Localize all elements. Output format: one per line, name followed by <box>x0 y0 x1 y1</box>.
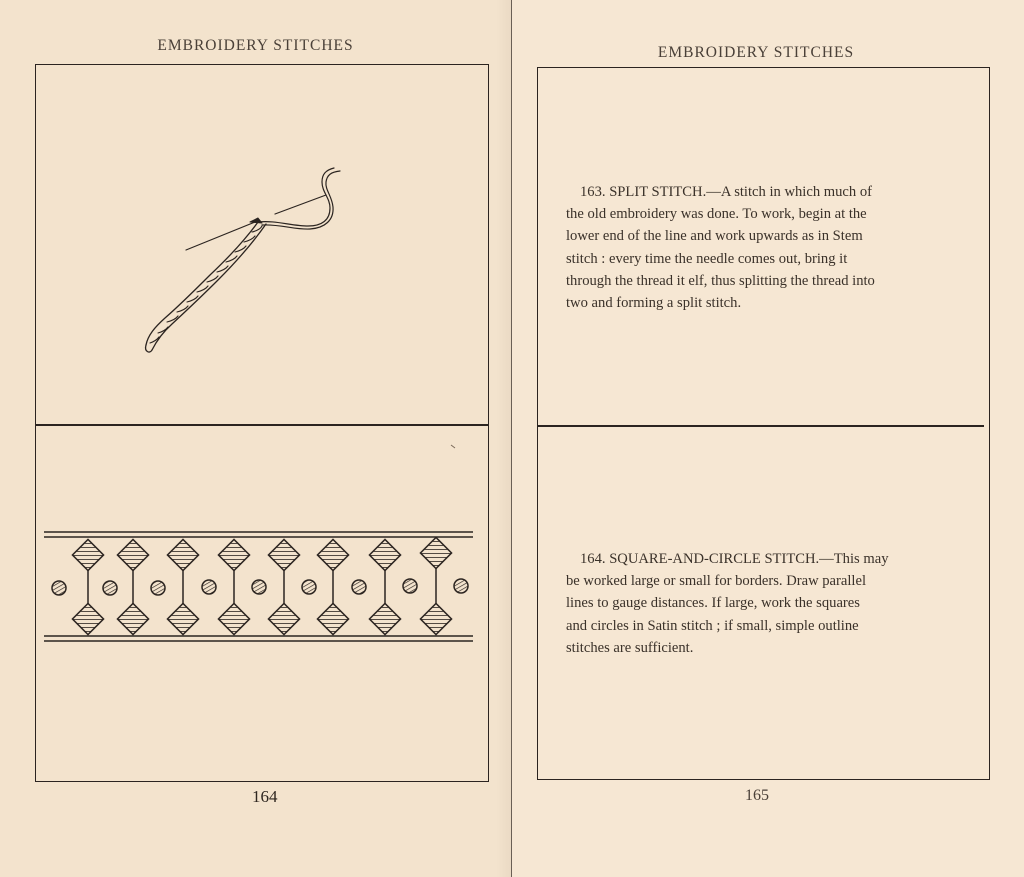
square-and-circle-border-illustration <box>0 0 511 877</box>
text-line: be worked large or small for borders. Draw parallel <box>566 573 867 590</box>
entry-164-square-and-circle-stitch <box>566 548 960 659</box>
right-page-number: 165 <box>745 787 769 804</box>
text-line: stitch : every time the needle comes out, bring it <box>566 250 848 267</box>
text-line: lower end of the line and work upwards as in Stem <box>566 228 863 245</box>
text-line: stitches are sufficient. <box>566 639 694 656</box>
text-line: lines to gauge distances. If large, work the squares <box>566 595 860 612</box>
right-running-head: EMBROIDERY STITCHES <box>657 44 855 61</box>
book-gutter <box>511 0 512 877</box>
text-line: through the thread it elf, thus splitting the thread into <box>566 272 875 289</box>
text-line: 163. SPLIT STITCH.—A stitch in which much of <box>580 184 873 200</box>
text-line: and circles in Satin stitch ; if small, simple outline <box>566 617 859 634</box>
entry-163-split-stitch <box>566 181 960 314</box>
right-plate-frame <box>537 67 990 780</box>
left-page-number: 164 <box>252 787 278 806</box>
text-line: the old embroidery was done. To work, begin at the <box>566 206 867 223</box>
text-line: 164. SQUARE-AND-CIRCLE STITCH.—This may <box>580 551 889 567</box>
right-plate-divider <box>537 425 984 427</box>
text-line: two and forming a split stitch. <box>566 295 742 312</box>
left-running-head: EMBROIDERY STITCHES <box>157 37 354 54</box>
